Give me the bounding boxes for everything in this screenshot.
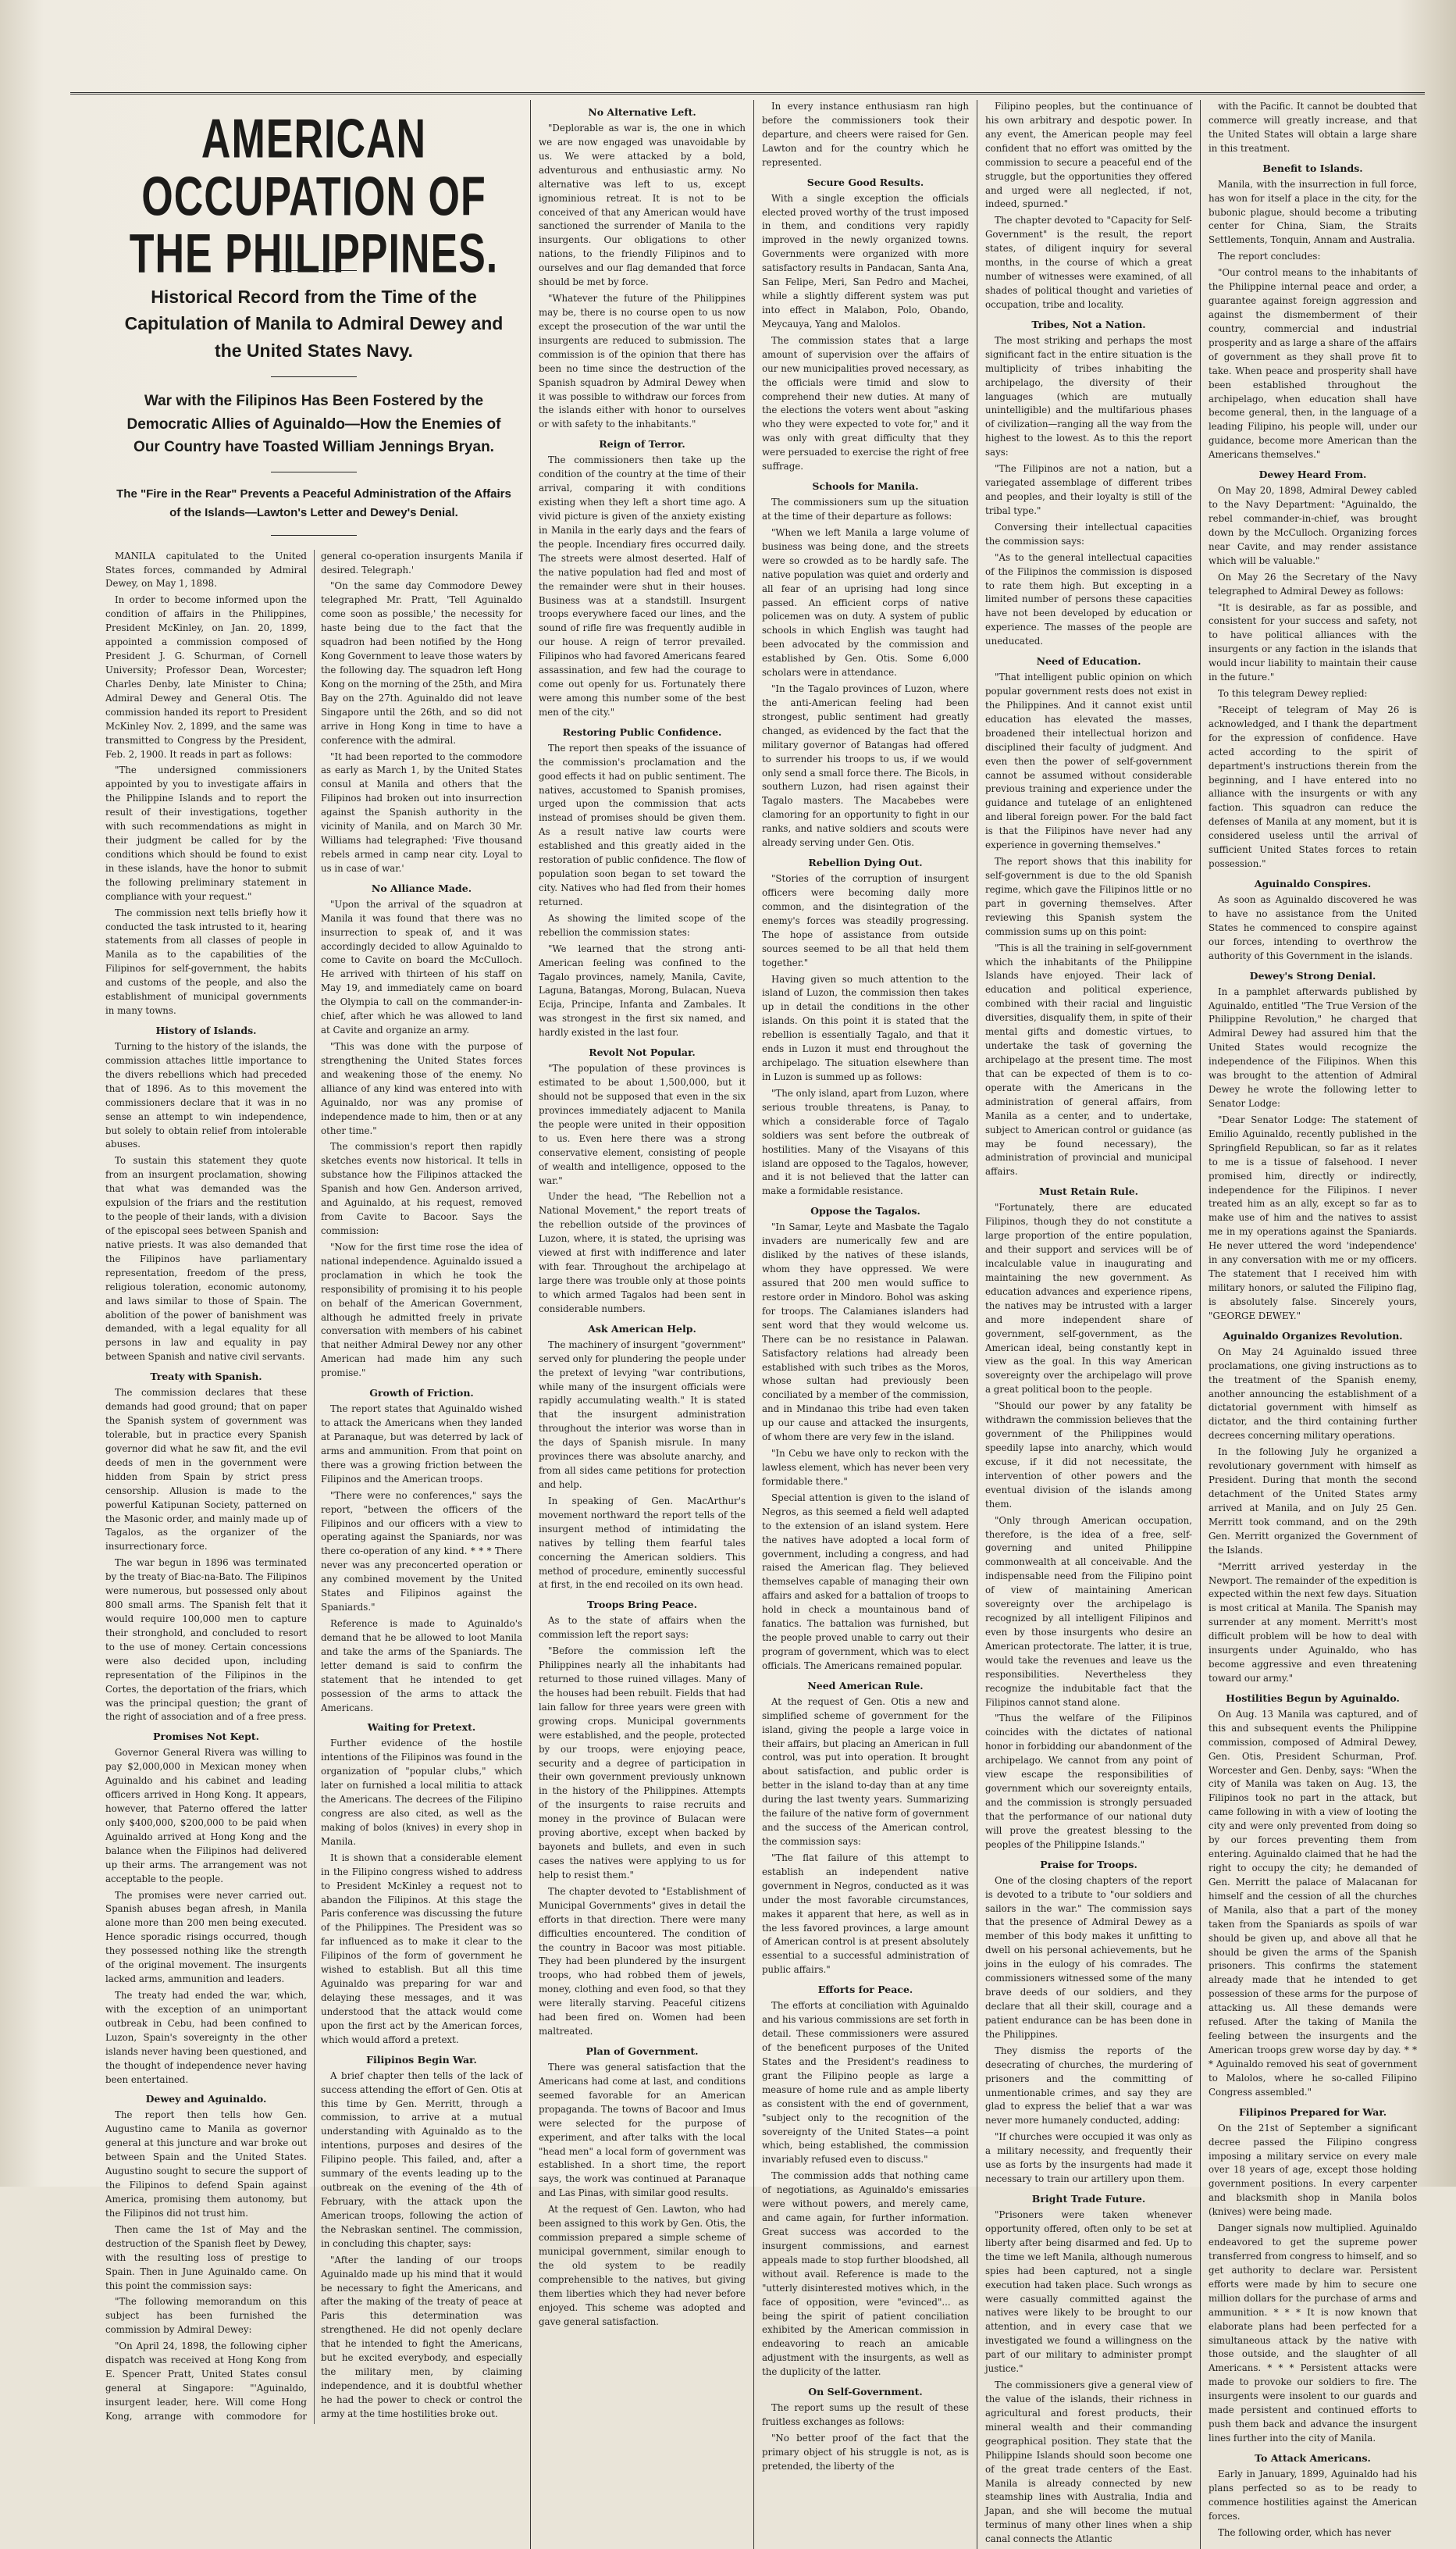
paragraph: A brief chapter then tells of the lack of success attending the effort of Gen. Otis at this time by Gen. Merritt, through a commission, to arrive at a mutual understanding with Aguinaldo as to the intentions, purposes and desires of the Filipino people. This failed, and, after a summary of the events leading up to the outbreak on the evening of the 4th of February, with the attack upon the American troops, following the action of the Nebraskan sentinel. The commission, in concluding this chapter, says: xyxy=(321,2070,522,2249)
subheading: No Alternative Left. xyxy=(588,106,696,118)
subheading: On Self-Government. xyxy=(808,2386,923,2398)
paragraph: In every instance enthusiasm ran high before the commissioners took their departure, and cheers were raised for Gen. Lawton and for the country which he represented. xyxy=(762,101,969,168)
paragraph: The report concludes: xyxy=(1218,251,1321,262)
paragraph: The most striking and perhaps the most significant fact in the entire situation is the multiplicity of tribes inhabiting the archipelago, the diversity of their languages (which are mutually unintelligible) and the multifarious phases of civilization—ranging all the way from the highest to the lowest. As to this the report says: xyxy=(985,334,1192,458)
paragraph: with the Pacific. It cannot be doubted that commerce will greatly increase, and that the United States will obtain a large share in this treatment. xyxy=(1209,101,1417,154)
deck-1: Historical Record from the Time of the Capitulation of Manila to Admiral Dewey and the United States Navy. xyxy=(124,286,504,361)
paragraph: "Only through American occupation, therefore, is the idea of a free, self-governing and united Philippine commonwealth at all conceivable. And the indispensable need from the Filipino point of view of maintaining American sovereignty over the archipelago is recognized by all intelligent Filipinos and even by those insurgents who desire an American protectorate. The latter, it is true, would take the revenues and leave us the responsibilities. Nevertheless they recognize the indubitable fact that the Filipinos cannot stand alone. xyxy=(985,1514,1192,1708)
paragraph: There was general satisfaction that the Americans had come at last, and conditions seemed favorable for an American propaganda. The towns of Bacoor and Imus were selected for the purpose of experiment, and after talks with the local "head men" a local form of government was established. In a short time, the report says, the work was continued at Paranaque and Las Pinas, with similar good results. xyxy=(539,2062,746,2199)
paragraph: The following order, which has never xyxy=(1218,2526,1391,2538)
paragraph: Reference is made to Aguinaldo's demand that he be allowed to loot Manila and take the arms of the Spaniards. The letter demand is said to confirm the statement that he intended to get possession of the arms to attack the Americans. xyxy=(321,1617,522,1713)
subheading: Need of Education. xyxy=(1036,655,1141,668)
paragraph: Filipino peoples, but the continuance of his own arbitrary and despotic power. In any event, the American people may feel confident that no effort was omitted by the commission to secure a peaceful end of the struggle, but the opportunities they offered and urged were all neglected, if not, indeed, spurned." xyxy=(985,101,1192,210)
paragraph: The machinery of insurgent "government" served only for plundering the people under the pretext of levying "war contributions, while many of the insurgent officials were rapidly accumulating wealth." It is stated that the insurgent administration throughout the interior was worse than in the days of Spanish misrule. In many provinces there was absolute anarchy, and from all sides came petitions for protection and help. xyxy=(539,1339,746,1490)
column-4 xyxy=(977,100,1201,2549)
paragraph: Under the head, "The Rebellion not a National Movement," the report treats of the rebellion outside of the provinces of Luzon, where, it is stated, the uprising was viewed at first with indifference and later with fear. Throughout the archipelago at large there was trouble only at those points to which armed Tagalos had been sent in considerable numbers. xyxy=(539,1191,746,1314)
paragraph: Conversing their intellectual capacities the commission says: xyxy=(985,521,1192,547)
paragraph: "We learned that the strong anti-American feeling was confined to the Tagalo provinces, namely, Manila, Cavite, Laguna, Batangas, Morong, Bulacan, Nueva Ecija, Principe, Infanta and Zambales. It was strongest in the first six named, and hardly existed in the last four. xyxy=(539,943,746,1039)
divider xyxy=(271,535,357,536)
paragraph: "Upon the arrival of the squadron at Manila it was found that there was no insurrection to speak of, and it was accordingly decided to allow Aguinaldo to come to Cavite on board the McCulloch. He arrived with thirteen of his staff on May 19, and immediately came on board the Olympia to call on the commander-in-chief, after which he was allowed to land at Cavite and organize an army. xyxy=(321,898,522,1036)
paragraph: "The undersigned commissioners appointed by you to investigate affairs in the Philippine Islands and to report the result of their investigations, together with such recommendations as might in their judgment be called for by the conditions which should be found to exist in these islands, have the honor to submit the following preliminary statement in compliance with your request." xyxy=(105,765,307,902)
paragraph: On May 26 the Secretary of the Navy telegraphed to Admiral Dewey as follows: xyxy=(1209,571,1417,597)
paragraph: The chapter devoted to "Establishment of Municipal Governments" gives in detail the efforts in that direction. There were many difficulties encountered. The condition of the country in Bacoor was most pitiable. They had been plundered by the insurgent troops, who had robbed them of jewels, money, clothing and even food, so that they were literally starving. Peaceful citizens had been fired on. Women had been maltreated. xyxy=(539,1885,746,2037)
paragraph: "The flat failure of this attempt to establish an independent native government in Negros, conducted as it was under the most favorable circumstances, makes it apparent that here, as well as in the less favored provinces, a large amount of American control is at present absolutely essential to a successful administration of public affairs." xyxy=(762,1852,969,1976)
paragraph: Manila, with the insurrection in full force, has won for itself a place in the city, for the bubonic plague, should become a tributing center for China, Siam, the Straits Settlements, Tonquin, Annam and Australia. xyxy=(1209,178,1417,246)
paragraph: Special attention is given to the island of Negros, as this seemed a field well adapted to the extension of an island system. Here the natives have adopted a local form of government, including a congress, and had raised the American flag. They believed themselves capable of managing their own affairs and asked for a battalion of troops to hold in check a mountainous band of fanatics. The battalion was furnished, but the people proved unable to carry out their program of government, which was to elect officials. The Americans remained popular. xyxy=(762,1492,969,1671)
paragraph: In order to become informed upon the condition of affairs in the Philippines, President McKinley, on Jan. 20, 1899, appointed a commission composed of President J. G. Schurman, of Cornell University; Professor Dean, Worcester; Charles Denby, late Minister to China; Admiral Dewey and General Otis. The commission handed its report to President McKinley Nov. 2, 1899, and the same was transmitted to Congress by the President, Feb. 2, 1900. It reads in part as follows: xyxy=(105,594,307,760)
column-5 xyxy=(1201,100,1425,2549)
paragraph: "It is desirable, as far as possible, and consistent for your success and safety, not to have political alliances with the insurgents or any faction in the islands that would incur liability to maintain their cause in the future." xyxy=(1209,601,1417,683)
paragraph: The commission declares that these demands had good ground; that on paper the Spanish system of government was tolerable, but in practice every Spanish governor did what he saw fit, and the evil deeds of men in the government were hidden from Spain by strict press censorship. Allusion is made to the powerful Katipunan Society, patterned on the Masonic order, and mainly made up of Tagalos, as the organizer of the insurrectionary force. xyxy=(105,1387,307,1553)
paragraph: The war begun in 1896 was terminated by the treaty of Biac-na-Bato. The Filipinos were numerous, but possessed only about 800 small arms. The Spanish felt that it would require 100,000 men to capture their stronghold, and concluded to resort to the use of money. Certain concessions were also decided upon, including representation of the Filipinos in the Cortes, the deportation of the friars, which was the principal question; the grant of the right of association and of a free press. xyxy=(105,1557,307,1723)
paragraph: "That intelligent public opinion on which popular government rests does not exist in the Philippines. And it cannot exist until education has elevated the masses, broadened their intellectual horizon and disciplined their faculty of judgment. And even then the power of self-government cannot be assumed without considerable previous training and experience under the guidance and tutelage of an enlightened and liberal foreign power. For the bald fact is that the Filipinos have never had any experience in governing themselves." xyxy=(985,672,1192,851)
paragraph: "Dear Senator Lodge: The statement of Emilio Aguinaldo, recently published in the Springfield Republican, so far as it relates to me is a tissue of falsehood. I never promised him, directly or indirectly, independence for the Filipinos. I never treated him as an ally, except so far as to make use of him and the natives to assist me in my operations against the Spaniards. He never uttered the word 'independence' in any conversation with me or my officers. The statement that I received him with military honors, or saluted the Filipino flag, is absolutely false. Sincerely yours, "GEORGE DEWEY." xyxy=(1209,1114,1417,1321)
paragraph: The commissioners sum up the situation at the time of their departure as follows: xyxy=(762,497,969,522)
column-3 xyxy=(754,100,977,2549)
paragraph: "This is all the training in self-government which the inhabitants of the Philippine Islands have enjoyed. Their lack of education and political experience, combined with their racial and linguistic diversities, disqualify them, in spite of their mental gifts and domestic virtues, to undertake the task of governing the archipelago at the present time. The most that can be expected of them is to co-operate with the Americans in the administration of general affairs, from Manila as a center, and to undertake, subject to American control or guidance (as may be found necessary), the administration of provincial and municipal affairs. xyxy=(985,942,1192,1178)
subheading: Dewey and Aguinaldo. xyxy=(145,2093,267,2105)
paragraph: "Stories of the corruption of insurgent officers were becoming daily more common, and the disintegration of the enemy's forces was steadily progressing. The hope of assistance from outside sources seemed to be all that held them together." xyxy=(762,873,969,968)
subheading: Promises Not Kept. xyxy=(153,1731,259,1743)
columns xyxy=(98,100,1425,2545)
subheading: Growth of Friction. xyxy=(369,1387,474,1399)
paragraph: The report then tells how Gen. Augustino came to Manila as governor general at this juncture and war broke out between Spain and the United States. Augustino sought to secure the support of the Filipinos to defend Spain against America, promising them autonomy, but the Filipinos did not trust him. xyxy=(105,2109,307,2219)
subheading: Rebellion Dying Out. xyxy=(808,857,923,869)
paragraph: "Whatever the future of the Philippines may be, there is no course open to us now except the prosecution of the war until the insurgents are reduced to submission. The commission is of the opinion that there has been no time since the destruction of the Spanish squadron by Admiral Dewey when it was possible to withdraw our forces from the islands either with honor to ourselves or with safety to the inhabitants." xyxy=(539,293,746,430)
paragraph: Having given so much attention to the island of Luzon, the commission then takes up in detail the conditions in the other islands. On this point it is stated that the rebellion is essentially Tagalo, and that it ends in Luzon it must end throughout the archipelago. The situation elsewhere than in Luzon is summed up as follows: xyxy=(762,973,969,1082)
subheading: To Attack Americans. xyxy=(1255,2451,1371,2464)
subheading: Must Retain Rule. xyxy=(1038,1185,1139,1198)
paragraph: With a single exception the officials elected proved worthy of the trust imposed in them, and conditions very rapidly improved in the newly organized towns. Governments were organized with more satisfactory results in Pandacan, Santa Ana, San Felipe, Meri, San Pedro and Machei, while a slightly different system was put into effect in Malabon, Polo, Obando, Meycauya, Yang and Malolos. xyxy=(762,192,969,330)
paragraph: "Thus the welfare of the Filipinos coincides with the dictates of national honor in forbidding our abandonment of the archipelago. We cannot from any point of view escape the responsibilities of government which our sovereignty entails, and the commission is strongly persuaded that the performance of our national duty will prove the greatest blessing to the peoples of the Philippine Islands." xyxy=(985,1713,1192,1850)
paragraph: "In Samar, Leyte and Masbate the Tagalo invaders are numerically few and are disliked by the natives of these islands, whom they have oppressed. We were assured that 200 men would suffice to restore order in Mindoro. Bohol was asking for troops. The Calamianes islanders had sent word that they would welcome us. There can be no resistance in Palawan. Satisfactory relations had already been established with such tribes as the Moros, whose sultan had previously been conciliated by a member of the commission, and in Mindanao this tribe had even taken up our cause and attacked the insurgents, of whom there are very few in the island. xyxy=(762,1221,969,1443)
paragraph: "The Filipinos are not a nation, but a variegated assemblage of different tribes and peoples, and their loyalty is still of the tribal type." xyxy=(985,463,1192,516)
paragraph: On Aug. 13 Manila was captured, and of this and subsequent events the Philippine commission, composed of Admiral Dewey, Gen. Otis, President Schurman, Prof. Worcester and Gen. Denby, says: "When the city of Manila was taken on Aug. 13, the Filipinos took no part in the attack, but came following in with a view of looting the city and were only prevented from doing so by our forces preventing them from entering. Aguinaldo claimed that he had the right to occupy the city; he demanded of Gen. Merritt the palace of Malacanan for himself and the cession of all the churches of Manila, also that a part of the money taken from the Spaniards as spoils of war should be given up, and above all that he should be given the arms of the Spanish prisoners. This confirms the statement already made that he intended to get possession of these arms for the purpose of attacking us. All these demands were refused. After the taking of Manila the feeling between the insurgents and the American troops grew worse day by day. * * * Aguinaldo removed his seat of government to Malolos, where he so-called Filipino Congress assembled." xyxy=(1209,1708,1417,2098)
paragraph: "Receipt of telegram of May 26 is acknowledged, and I thank the department for the expression of confidence. Have acted according to the spirit of department's instructions therein from the beginning, and I have entered into no alliance with the insurgents or with any faction. This squadron can reduce the defenses of Manila at any moment, but it is considered useless until the arrival of sufficient United States forces to retain possession." xyxy=(1209,704,1417,870)
column-2 xyxy=(531,100,754,2549)
paragraph: The report states that Aguinaldo wished to attack the Americans when they landed at Paranaque, but was deterred by lack of arms and ammunition. From that point on there was a growing friction between the Filipinos and the American troops. xyxy=(321,1403,522,1485)
paragraph: As to the state of affairs when the commission left the report says: xyxy=(539,1615,746,1641)
paragraph: "Should our power by any fatality be withdrawn the commission believes that the government of the Philippines would speedily lapse into anarchy, which would excuse, if it did not necessitate, the intervention of other powers and the eventual division of the islands among them. xyxy=(985,1400,1192,1510)
paragraph: "The only island, apart from Luzon, where serious trouble threatens, is Panay, to which a considerable force of Tagalo soldiers was sent before the outbreak of hostilities. Many of the Visayans of this island are opposed to the Tagalos, however, and it is not believed that the latter can make a formidable resistance. xyxy=(762,1087,969,1197)
headline: AMERICAN OCCUPATION OF THE PHILIPPINES. xyxy=(129,109,499,286)
paragraph: "Before the commission left the Philippines nearly all the inhabitants had returned to those ruined villages. Many of the houses had been rebuilt. Fields that had lain fallow for three years were green with growing crops. Municipal governments were established, and the people, protected by our troops, were enjoying peace, security and a degree of participation in their own government previously unknown in the history of the Philippines. Attempts of the insurgents to raise recruits and money in the province of Bulacan were proving abortive, except when backed by bayonets and bullets, and even in such cases the natives were applying to us for help to resist them." xyxy=(539,1645,746,1881)
subheading: Dewey Heard From. xyxy=(1258,469,1367,481)
paragraph: "Fortunately, there are educated Filipinos, though they do not constitute a large proportion of the entire population, and their support and services will be of incalculable value in inaugurating and maintaining the new government. As education advances and experience ripens, the natives may be intrusted with a larger and more independent share of government, self-government, as the American ideal, being constantly kept in view as the goal. In this way American sovereignty over the archipelago will prove a great political boon to the people. xyxy=(985,1202,1192,1396)
paragraph: Turning to the history of the islands, the commission attaches little importance to the divers rebellions which had preceded that of 1896. As to this movement the commissioners declare that it was in no sense an attempt to win independence, but solely to obtain relief from intolerable abuses. xyxy=(105,1041,307,1150)
paragraph: The report sums up the result of these fruitless exchanges as follows: xyxy=(762,2402,969,2428)
subheading: Dewey's Strong Denial. xyxy=(1249,969,1376,982)
paragraph: The commission states that a large amount of supervision over the affairs of our new municipalities proved necessary, as the officials were timid and slow to comprehend their new duties. At many of the elections the voters went about "asking who they were expected to vote for," and it was only with great difficulty that they were persuaded to exercise the right of free suffrage. xyxy=(762,334,969,472)
subheading: Oppose the Tagalos. xyxy=(810,1205,920,1217)
subheading: Restoring Public Confidence. xyxy=(562,725,722,738)
paragraph: The chapter devoted to "Capacity for Self-Government" is the result, the report states, of diligent inquiry for several months, in the course of which a great number of witnesses were examined, of all shades of political thought and varieties of occupation, tribe and locality. xyxy=(985,215,1192,310)
paragraph: "The population of these provinces is estimated to be about 1,500,000, but it should not be supposed that even in the six provinces immediately adjacent to Manila the people were united in their opposition to us. Even here there was a strong conservative element, consisting of people of wealth and intelligence, opposed to the war." xyxy=(539,1063,746,1186)
paragraph: "If churches were occupied it was only as a military necessity, and frequently their use as forts by the insurgents had made it necessary to train our artillery upon them. xyxy=(985,2131,1192,2185)
paragraph: In a pamphlet afterwards published by Aguinaldo, entitled "The True Version of the Philippine Revolution," he charged that Admiral Dewey had assured him that the United States would recognize the independence of the Filipinos. When this was brought to the attention of Admiral Dewey he wrote the following letter to Senator Lodge: xyxy=(1209,986,1417,1109)
subheading: Tribes, Not a Nation. xyxy=(1031,318,1146,330)
paragraph: As soon as Aguinaldo discovered he was to have no assistance from the United States he commenced to conspire against our forces, intending to overthrow the authority of this Government in the islands. xyxy=(1209,894,1417,961)
subheading: Filipinos Prepared for War. xyxy=(1238,2105,1387,2118)
paragraph: It is shown that a considerable element in the Filipino congress wished to address to President McKinley a request not to abandon the Filipinos. At this stage the Paris conference was discussing the future of the Philippines. The President was so far influenced as to make it clear to the Filipinos of the form of government he wished to establish. But all this time Aguinaldo was preparing for war and delaying these messages, and it was understood that the attack would come upon the first act by the American forces, which would afford a pretext. xyxy=(321,1852,522,2045)
article-body-start xyxy=(105,550,522,2424)
paragraph: "In Cebu we have only to reckon with the lawless element, which has never been very formidable there." xyxy=(762,1448,969,1487)
deck-3: The "Fire in the Rear" Prevents a Peaceful Administration of the Affairs of the Islands—Lawton's Letter and Dewey's Denial. xyxy=(116,487,511,519)
paragraph: "As to the general intellectual capacities of the Filipinos the commission is disposed to rate them high. But excepting in a limited number of persons these capacities have not been developed by education or experience. The masses of the people are uneducated. xyxy=(985,551,1192,647)
subheading: Revolt Not Popular. xyxy=(589,1046,696,1059)
paragraph: The commissioners then take up the condition of the country at the time of their arrival, comparing it with conditions existing when they left a short time ago. A vivid picture is given of the anxiety existing in Manila in the early days and the fears of the people. Incendiary fires occurred daily. The streets were almost deserted. Half of the native population had fled and most of the remainder were shut in their houses. Business was at a standstill. Insurgent troops everywhere faced our lines, and the sound of rifle fire was frequently audible in our house. A reign of terror prevailed. Filipinos who had favored Americans feared assassination, and few had the courage to come out openly for us. Fortunately there were among this number some of the best men of the city." xyxy=(539,455,746,718)
paragraph: The commissioners give a general view of the value of the islands, their richness in agricultural and forest products, their mineral wealth and their commanding geographical position. They state that the Philippine Islands should soon become one of the great trade centers of the East. Manila is already connected by new steamship lines with Australia, India and Japan, and she will become the mutual terminus of many other lines when a ship canal connects the Atlantic xyxy=(985,2380,1192,2545)
paragraph: On May 20, 1898, Admiral Dewey cabled to the Navy Department: "Aguinaldo, the rebel commander-in-chief, was brought down by the McCulloch. Organizing forces near Cavite, and may render assistance which will be valuable." xyxy=(1209,485,1417,566)
subheading: Aguinaldo Organizes Revolution. xyxy=(1223,1329,1403,1342)
subheading: Plan of Government. xyxy=(586,2045,699,2057)
deck-2: War with the Filipinos Has Been Fostered by the Democratic Allies of Aguinaldo—How the Enemies of Our Country have Toasted William Jennings Bryan. xyxy=(126,393,501,456)
paragraph: At the request of Gen. Lawton, who had been assigned to this work by Gen. Otis, the commission prepared a simple scheme of municipal government, similar enough to the old system to be readily comprehensible to the natives, but giving them liberties which they had never before enjoyed. This scheme was adopted and gave general satisfaction. xyxy=(539,2204,746,2327)
paragraph: "On the same day Commodore Dewey telegraphed Mr. Pratt, 'Tell Aguinaldo come soon as possible,' the necessity for haste being due to the fact that the squadron had been notified by the Hong Kong Government to leave those waters by the following day. The squadron left Hong Kong on the morning of the 25th, and Mira Bay on the 27th. Aguinaldo did not leave Singapore until the 26th, and so did not arrive in Hong Kong in time to have a conference with the admiral. xyxy=(321,580,522,746)
paragraph: "On April 24, 1898, the following cipher dispatch was received at Hong Kong from E. Spencer Pratt, United States consul general at Singapore: "'Aguinaldo, insurgent leader, here. Will come Hong Kong, arrange with commodore for general co-operation insurgents Manila if desired. Telegraph.' xyxy=(105,550,522,2422)
paragraph: "Prisoners were taken whenever opportunity offered, often only to be set at liberty after being disarmed and fed. Up to the time we left Manila, although numerous spies had been captured, not a single execution had taken place. Such wrongs as were casually committed against the natives were likely to be brought to our attention, and in every case that we investigated we found a willingness on the part of our military to administer prompt justice." xyxy=(985,2209,1192,2375)
paragraph: MANILA capitulated to the United States forces, commanded by Admiral Dewey, on May 1, 1898. xyxy=(105,550,307,590)
paragraph: "Now for the first time rose the idea of national independence. Aguinaldo issued a proclamation in which he took the responsibility of promising it to his people on behalf of the American Government, although he admitted freely in private conversation with members of his cabinet that neither Admiral Dewey nor any other American had made him any such promise." xyxy=(321,1241,522,1379)
subheading: Bright Trade Future. xyxy=(1031,2192,1146,2205)
paragraph: The efforts at conciliation with Aguinaldo and his various commissions are set forth in detail. These commissioners were assured of the beneficent purposes of the United States and the President's readiness to grant the Filipino people as large a measure of home rule and as ample liberty as consistent with the end of government, "subject only to the recognition of the sovereignty of the United States—a point which, being established, the commission invariably refused even to discuss." xyxy=(762,2000,969,2166)
paragraph: To this telegram Dewey replied: xyxy=(1218,688,1368,700)
subheading: Troops Bring Peace. xyxy=(587,1599,697,1611)
subheading: Schools for Manila. xyxy=(812,480,919,493)
subheading: Waiting for Pretext. xyxy=(367,1721,476,1734)
paragraph: Further evidence of the hostile intentions of the Filipinos was found in the organization of "popular clubs," which later on furnished a local militia to attack the Americans. The decrees of the Filipino congress are also cited, as well as the making of bolos (knives) in every shop in Manila. xyxy=(321,1738,522,1847)
paragraph: Danger signals now multiplied. Aguinaldo endeavored to get the supreme power transferred from congress to himself, and so get authority to declare war. Persistent efforts were made by him to secure one million dollars for the purchase of arms and ammunition. * * * It is now known that elaborate plans had been perfected for a simultaneous attack by the native with those outside, and the slaughter of all Americans. * * * Persistent attacks were made to provoke our soldiers to fire. The insurgents were insolent to our guards and made persistent and continued efforts to push them back and advance the insurgent lines further into the city of Manila. xyxy=(1209,2223,1417,2444)
paragraph: The commission next tells briefly how it conducted the task intrusted to it, hearing statements from all classes of people in Manila as to the capabilities of the Filipinos for self-government, the habits and customs of the people, and also the establishment of municipal governments in many towns. xyxy=(105,907,307,1017)
top-rule xyxy=(70,92,1425,94)
paragraph: On the 21st of September a significant decree passed the Filipino congress imposing a military service on every male over 18 years of age, except those holding government positions. In every carpenter and blacksmith shop in Manila bolos (knives) were being made. xyxy=(1209,2122,1417,2218)
paragraph: "When we left Manila a large volume of business was being done, and the streets were so crowded as to be hardly safe. The native population was quiet and orderly and all fear of an uprising had long since passed. An efficient corps of native policemen was on duty. A system of public schools in which English was taught had been advocated by the commission and established by Gen. Otis. Some 6,000 scholars were in attendance. xyxy=(762,526,969,679)
subheading: No Alliance Made. xyxy=(371,882,472,894)
subheading: Benefit to Islands. xyxy=(1262,162,1363,174)
paragraph: The commission's report then rapidly sketches events now historical. It tells in substance how the Filipinos attacked the Spanish and how Gen. Anderson arrived, and Aguinaldo, at his request, removed from Cavite to Bacoor. Says the commission: xyxy=(321,1141,522,1236)
subheading: Secure Good Results. xyxy=(806,176,924,188)
subheading: Hostilities Begun by Aguinaldo. xyxy=(1226,1692,1400,1704)
paragraph: "It had been reported to the commodore as early as March 1, by the United States consul at Manila and others that the Filipinos had broken out into insurrection against the Spanish authority in the vicinity of Manila, and on March 30 Mr. Williams had telegraphed: 'Five thousand rebels armed in camp near city. Loyal to us in case of war.' xyxy=(321,750,522,874)
paragraph: One of the closing chapters of the report is devoted to a tribute to "our soldiers and sailors in the war." The commission says that the presence of Admiral Dewey as a member of this body makes it unfitting to dwell on his personal achievements, but he joins in the eulogy of his comrades. The commissioners witnessed some of the many brave deeds of our soldiers, and they declare that all their skill, courage and a patient endurance can be has been done in the Philippines. xyxy=(985,1874,1192,2040)
paragraph: "Merritt arrived yesterday in the Newport. The remainder of the expedition is expected within the next few days. Situation is most critical at Manila. The Spanish may surrender at any moment. Merritt's most difficult problem will be how to deal with insurgents under Aguinaldo, who has become aggressive and even threatening toward our army." xyxy=(1209,1560,1417,1684)
paragraph: On May 24 Aguinaldo issued three proclamations, one giving instructions as to the treatment of the Spanish enemy, another announcing the establishment of a dictatorial government with himself as dictator, and the third containing further decrees concerning military operations. xyxy=(1209,1346,1417,1442)
divider xyxy=(271,376,357,377)
column-1 xyxy=(98,100,531,2549)
paragraph: The commission adds that nothing came of negotiations, as Aguinaldo's emissaries were without powers, and merely came, and came again, for further information. Great success was accorded to the insurgent commissions, and earnest appeals made to stop further bloodshed, all without avail. Reference is made to the "utterly disinterested motives which, in the face of opposition, were "evinced"... as being the spirit of patient conciliation exhibited by the American commission in endeavoring to reach an amicable adjustment with the insurgents, as well as the duplicity of the latter. xyxy=(762,2170,969,2378)
paragraph: "Our control means to the inhabitants of the Philippine internal peace and order, a guarantee against foreign aggression and against the dismemberment of their country, commercial and industrial prosperity and as large a share of the affairs of government as they shall prove fit to take. When peace and prosperity shall have been established throughout the archipelago, when education shall have become general, then, in the language of a leading Filipino, his people will, under our guidance, become more American than the Americans themselves." xyxy=(1209,267,1417,461)
paragraph: Then came the 1st of May and the destruction of the Spanish fleet by Dewey, with the resulting loss of prestige to Spain. Then in June Aguinaldo came. On this point the commission says: xyxy=(105,2223,307,2291)
paragraph: "This was done with the purpose of strengthening the United States forces and weakening those of the enemy. No alliance of any kind was entered into with Aguinaldo, nor was any promise of independence made to him, then or at any other time." xyxy=(321,1041,522,1136)
paragraph: "In the Tagalo provinces of Luzon, where the anti-American feeling had been strongest, public sentiment had greatly changed, as evidenced by the fact that the military governor of Batangas had offered to surrender his troops to us, if we would only send a small force there. The Bicols, in southern Luzon, had risen against their Tagalo masters. The Macabebes were clamoring for an opportunity to fight in our ranks, and native soldiers and scouts were already serving under Gen. Otis. xyxy=(762,683,969,849)
paragraph: In the following July he organized a revolutionary government with himself as President. During that month the second detachment of the United States army arrived at Manila, and on July 25 Gen. Merritt took command, and on the 29th Gen. Merritt organized the Government of the Islands. xyxy=(1209,1446,1417,1556)
paragraph: To sustain this statement they quote from an insurgent proclamation, showing that what was demanded was the expulsion of the friars and the restitution to the people of their lands, with a division of the episcopal sees between Spanish and native priests. It was also demanded that the Filipinos have parliamentary representation, freedom of the press, religious toleration, economic autonomy, and laws similar to those of Spain. The abolition of the power of banishment was demanded, with a legal equality for all persons in law and equality in pay between Spanish and native civil servants. xyxy=(105,1155,307,1363)
subheading: Treaty with Spanish. xyxy=(150,1371,262,1383)
paragraph: "Deplorable as war is, the one in which we are now engaged was unavoidable by us. We were attacked by a bold, adventurous and enthusiastic army. No alternative was left to us, except ignominious retreat. It is not to be conceived of that any American would have sanctioned the surrender of Manila to the insurgents. Our obligations to other nations, to the friendly Filipinos and to ourselves and our flag demanded that force should be met by force. xyxy=(539,123,746,288)
paragraph: Governor General Rivera was willing to pay $2,000,000 in Mexican money when Aguinaldo and his cabinet and leading officers arrived in Hong Kong. It appears, however, that Paterno offered the latter only $400,000, $200,000 to be paid when Aguinaldo arrived at Hong Kong and the balance when the Filipinos had delivered up their arms. The arrangement was not acceptable to the people. xyxy=(105,1747,307,1884)
paragraph: The report then speaks of the issuance of the commission's proclamation and the good effects it had on public sentiment. The natives, accustomed to Spanish promises, urged upon the commission that acts instead of promises should be given them. As a result native law courts were established and this greatly aided in the restoration of public confidence. The flow of population soon began to set toward the city. Natives who had fled from their homes returned. xyxy=(539,742,746,907)
paragraph: The report shows that this inability for self-government is due to the old Spanish regime, which gave the Filipinos little or no part in governing themselves. After reviewing this Spanish system the commission sums up on this point: xyxy=(985,856,1192,937)
paragraph: At the request of Gen. Otis a new and simplified scheme of government for the island, giving the people a large voice in their affairs, but placing an American in full control, was put into operation. It brought about satisfaction, and public order is better in the island to-day than at any time during the last twenty years. Summarizing the failure of the native form of government and the success of the American control, the commission says: xyxy=(762,1695,969,1848)
paragraph: "The following memorandum on this subject has been furnished the commission by Admiral Dewey: xyxy=(105,2296,307,2336)
subheading: Filipinos Begin War. xyxy=(366,2053,477,2066)
subheading: Aguinaldo Conspires. xyxy=(1254,878,1372,890)
paragraph: As showing the limited scope of the rebellion the commission states: xyxy=(539,912,746,938)
paragraph: The promises were never carried out. Spanish abuses began afresh, in Manila alone more than 200 men being executed. Hence sporadic risings occurred, though they possessed nothing like the strength of the original movement. The insurgents lacked arms, ammunition and leaders. xyxy=(105,1889,307,1985)
paragraph: The treaty had ended the war, which, with the exception of an unimportant outbreak in Cebu, had been confined to Luzon, Spain's sovereignty in the other islands never having been questioned, and the thought of independence never having been entertained. xyxy=(105,1990,307,2085)
subheading: Ask American Help. xyxy=(588,1322,696,1335)
subheading: Need American Rule. xyxy=(807,1679,924,1692)
paragraph: Early in January, 1899, Aguinaldo had his plans perfected so as to be ready to commence hostilities against the American forces. xyxy=(1209,2468,1417,2522)
subheading: Efforts for Peace. xyxy=(817,1984,913,1996)
paragraph: They dismiss the reports of the desecrating of churches, the murdering of prisoners and the committing of unmentionable crimes, and say they are glad to express the belief that a war was never more humanely conducted, adding: xyxy=(985,2045,1192,2127)
paragraph: In speaking of Gen. MacArthur's movement northward the report tells of the insurgent method of intimidating the natives by telling them fearful tales concerning the American soldiers. This method of procedure, eminently successful at first, in the end recoiled on its own head. xyxy=(539,1495,746,1591)
subheading: Praise for Troops. xyxy=(1040,1858,1137,1870)
subheading: History of Islands. xyxy=(155,1025,257,1037)
paragraph: "There were no conferences," says the report, "between the officers of the Filipinos and our officers with a view to operating against the Spaniards, nor was there co-operation of any kind. * * * There never was any preconcerted operation or any combined movement by the United States and Filipinos against the Spaniards." xyxy=(321,1489,522,1613)
paragraph: "After the landing of our troops Aguinaldo made up his mind that it would be necessary to fight the Americans, and after the making of the treaty of peace at Paris this determination was strengthened. He did not openly declare that he intended to fight the Americans, but he excited everybody, and especially the military men, by claiming independence, and it is doubtful whether he had the power to check or control the army at the time hostilities broke out. xyxy=(321,2254,522,2419)
paragraph: "No better proof of the fact that the primary object of his struggle is not, as is pretended, the liberty of the xyxy=(762,2432,969,2472)
subheading: Reign of Terror. xyxy=(599,438,685,451)
